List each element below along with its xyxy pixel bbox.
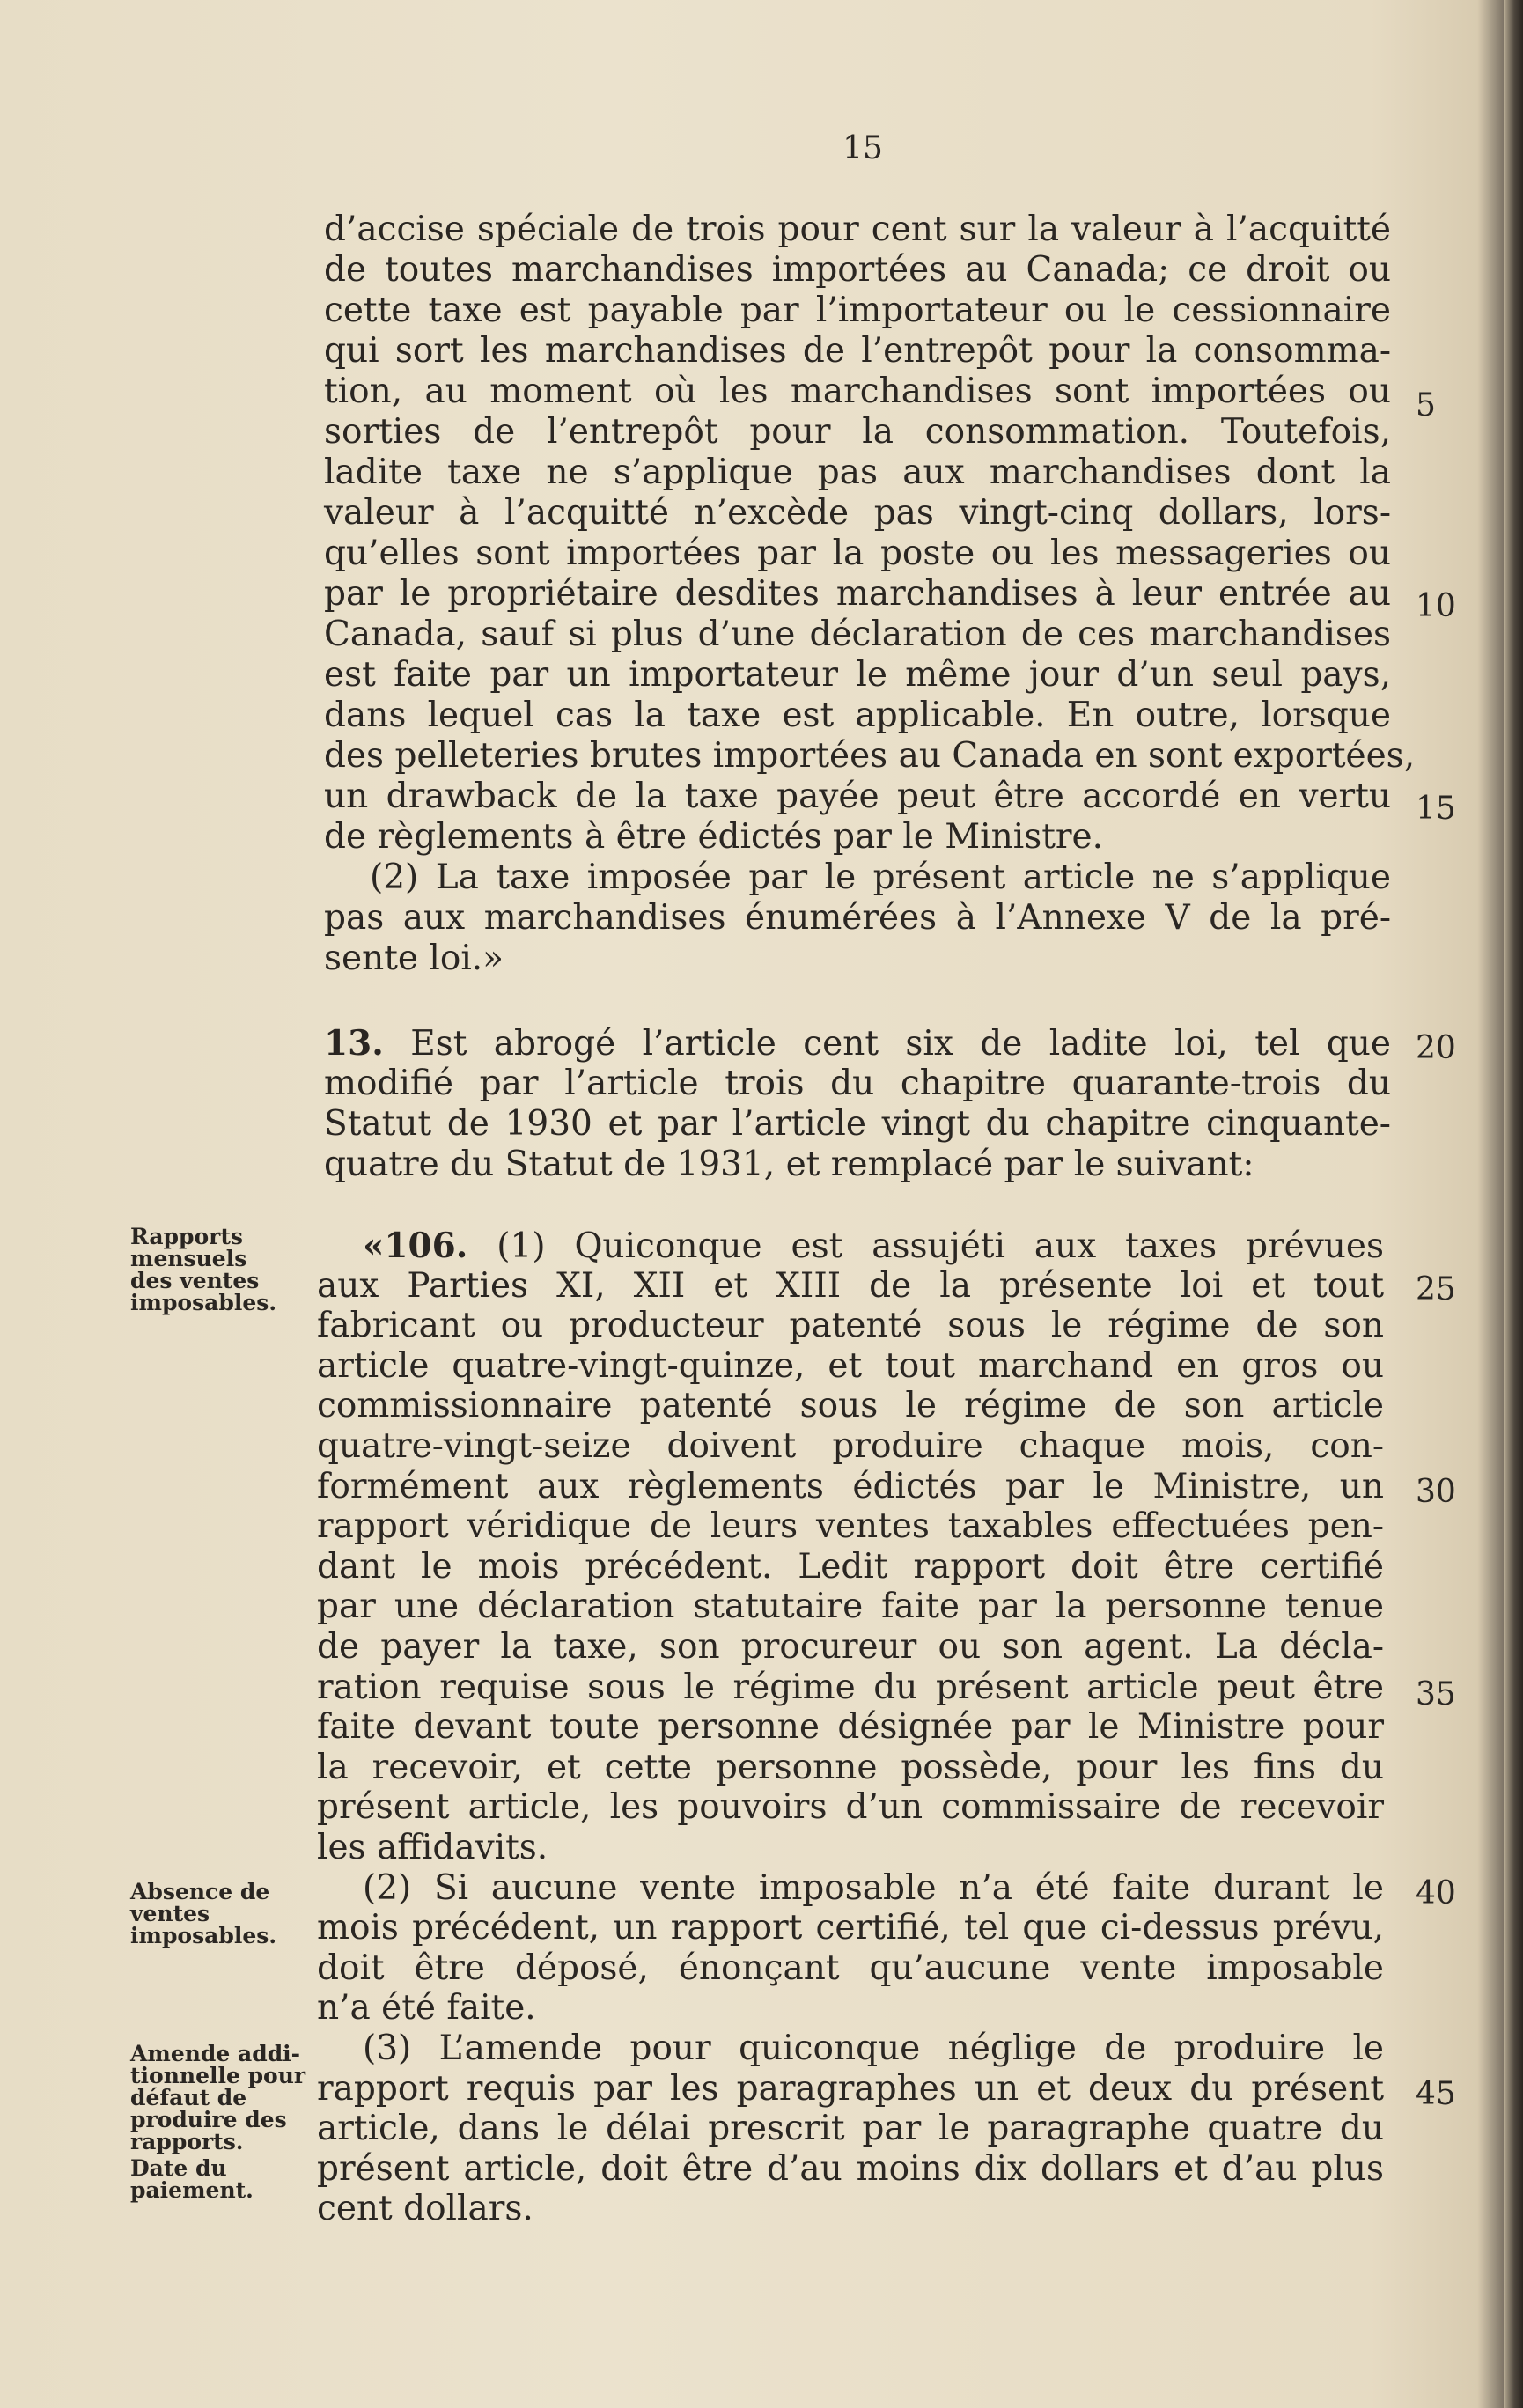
- text-line: article quatre-vingt-quinze, et tout marchand en gros ou: [317, 1345, 1384, 1386]
- text-line: quatre du Statut de 1931, et remplacé par le suivant:: [324, 1145, 1254, 1184]
- line-number-40: 40: [1416, 1875, 1456, 1911]
- line-number-5: 5: [1416, 387, 1436, 423]
- text-line: faite devant toute personne désignée par le Ministre pour: [317, 1707, 1384, 1748]
- text-line: [317, 1226, 1384, 1266]
- text-line: des pelleteries brutes importées au Canada en sont exportées,: [324, 736, 1416, 776]
- text-line: commissionnaire patenté sous le régime de son article: [317, 1386, 1384, 1426]
- line-number-15: 15: [1416, 791, 1456, 827]
- note-line: rapports.: [130, 2129, 244, 2154]
- line-number-35: 35: [1416, 1676, 1456, 1712]
- text-line: fabricant ou producteur patenté sous le régime de son: [317, 1306, 1384, 1346]
- note-line: Amende addi-: [130, 2041, 301, 2066]
- page-edge-shadow: [1504, 0, 1523, 2408]
- text-line: les affidavits.: [317, 1828, 548, 1867]
- text-line: tion, au moment où les marchandises sont importées ou: [324, 372, 1391, 411]
- note-line: paiement.: [130, 2177, 254, 2203]
- line-number-20: 20: [1416, 1030, 1456, 1066]
- text-line: Canada, sauf si plus d’une déclaration de ces marchandises: [324, 615, 1391, 654]
- text-line: Statut de 1930 et par l’article vingt du chapitre cinquante-: [324, 1104, 1391, 1144]
- note-line: imposables.: [130, 1290, 277, 1315]
- text-line: d’accise spéciale de trois pour cent sur la valeur à l’acquitté: [324, 210, 1391, 249]
- text-line: article, dans le délai prescrit par le paragraphe quatre du: [317, 2109, 1384, 2149]
- note-line: imposables.: [130, 1923, 277, 1948]
- note-line: mensuels: [130, 1246, 247, 1271]
- text-line: mois précédent, un rapport certifié, tel que ci-dessus prévu,: [317, 1908, 1384, 1948]
- text-line: de règlements à être édictés par le Ministre.: [324, 817, 1104, 857]
- text-line: rapport requis par les paragraphes un et deux du présent: [317, 2068, 1384, 2109]
- text-line: pas aux marchandises énumérées à l’Annexe V de la pré-: [324, 898, 1391, 938]
- text-line: présent article, doit être d’au moins dix dollars et d’au plus: [317, 2148, 1384, 2189]
- text-line: ladite taxe ne s’applique pas aux marchandises dont la: [324, 453, 1391, 492]
- marginal-note-additional-fine: [130, 2043, 306, 2153]
- note-line: ventes: [130, 1901, 210, 1926]
- text-line: par le propriétaire desdites marchandises à leur entrée au: [324, 574, 1391, 614]
- text-line: formément aux règlements édictés par le Ministre, un: [317, 1466, 1384, 1506]
- page-number: 15: [842, 130, 883, 166]
- text-line: [324, 1023, 1391, 1064]
- marginal-note-payment-date: [130, 2157, 306, 2201]
- text-line: (3) L’amende pour quiconque néglige de produire le: [363, 2029, 1384, 2068]
- text-line: dans lequel cas la taxe est applicable. En outre, lorsque: [324, 696, 1391, 735]
- note-line: tionnelle pour: [130, 2063, 306, 2088]
- text-line: ration requise sous le régime du présent article peut être: [317, 1667, 1384, 1707]
- section-13-first-line: Est abrogé l’article cent six de ladite loi, tel que: [383, 1024, 1391, 1064]
- text-line: est faite par un importateur le même jour d’un seul pays,: [324, 655, 1391, 695]
- text-line: (2) Si aucune vente imposable n’a été faite durant le: [363, 1867, 1384, 1908]
- text-line: doit être déposé, énonçant qu’aucune vente imposable: [317, 1948, 1384, 1988]
- marginal-note-no-sales: [130, 1881, 306, 1947]
- text-line: la recevoir, et cette personne possède, pour les fins du: [317, 1747, 1384, 1787]
- note-line: Absence de: [130, 1879, 270, 1904]
- note-line: Date du: [130, 2155, 227, 2181]
- text-line: un drawback de la taxe payée peut être accordé en vertu: [324, 777, 1391, 816]
- text-line: qu’elles sont importées par la poste ou les messageries ou: [324, 534, 1391, 573]
- text-line: sorties de l’entrepôt pour la consommation. Toutefois,: [324, 412, 1391, 452]
- section-number-106: «106.: [363, 1226, 468, 1266]
- section-number-13: 13.: [324, 1023, 384, 1064]
- line-number-25: 25: [1416, 1271, 1456, 1307]
- section-106-first-line: (1) Quiconque est assujéti aux taxes prévues: [467, 1226, 1384, 1266]
- line-number-10: 10: [1416, 588, 1456, 624]
- text-line: rapport véridique de leurs ventes taxables effectuées pen-: [317, 1506, 1384, 1547]
- text-line: modifié par l’article trois du chapitre quarante-trois du: [324, 1064, 1391, 1103]
- note-line: Rapports: [130, 1224, 243, 1249]
- text-line: valeur à l’acquitté n’excède pas vingt-cinq dollars, lors-: [324, 493, 1391, 533]
- text-line: quatre-vingt-seize doivent produire chaque mois, con-: [317, 1426, 1384, 1466]
- line-number-30: 30: [1416, 1474, 1456, 1510]
- text-line: dant le mois précédent. Ledit rapport doit être certifié: [317, 1546, 1384, 1587]
- text-line: de payer la taxe, son procureur ou son agent. La décla-: [317, 1627, 1384, 1667]
- note-line: produire des: [130, 2107, 287, 2132]
- text-line: par une déclaration statutaire faite par la personne tenue: [317, 1587, 1384, 1627]
- note-line: défaut de: [130, 2085, 247, 2110]
- text-line: présent article, les pouvoirs d’un commissaire de recevoir: [317, 1787, 1384, 1828]
- marginal-note-monthly-reports: [130, 1226, 306, 1314]
- line-number-45: 45: [1416, 2076, 1456, 2112]
- text-line: aux Parties XI, XII et XIII de la présente loi et tout: [317, 1265, 1384, 1306]
- text-line: de toutes marchandises importées au Canada; ce droit ou: [324, 250, 1391, 290]
- text-line: sente loi.»: [324, 939, 504, 978]
- text-line: n’a été faite.: [317, 1988, 536, 2029]
- text-line: cette taxe est payable par l’importateur ou le cessionnaire: [324, 291, 1391, 330]
- note-line: des ventes: [130, 1268, 260, 1293]
- text-line: cent dollars.: [317, 2189, 533, 2229]
- text-line: (2) La taxe imposée par le présent article ne s’applique: [370, 858, 1391, 897]
- text-line: qui sort les marchandises de l’entrepôt pour la consomma-: [324, 331, 1391, 371]
